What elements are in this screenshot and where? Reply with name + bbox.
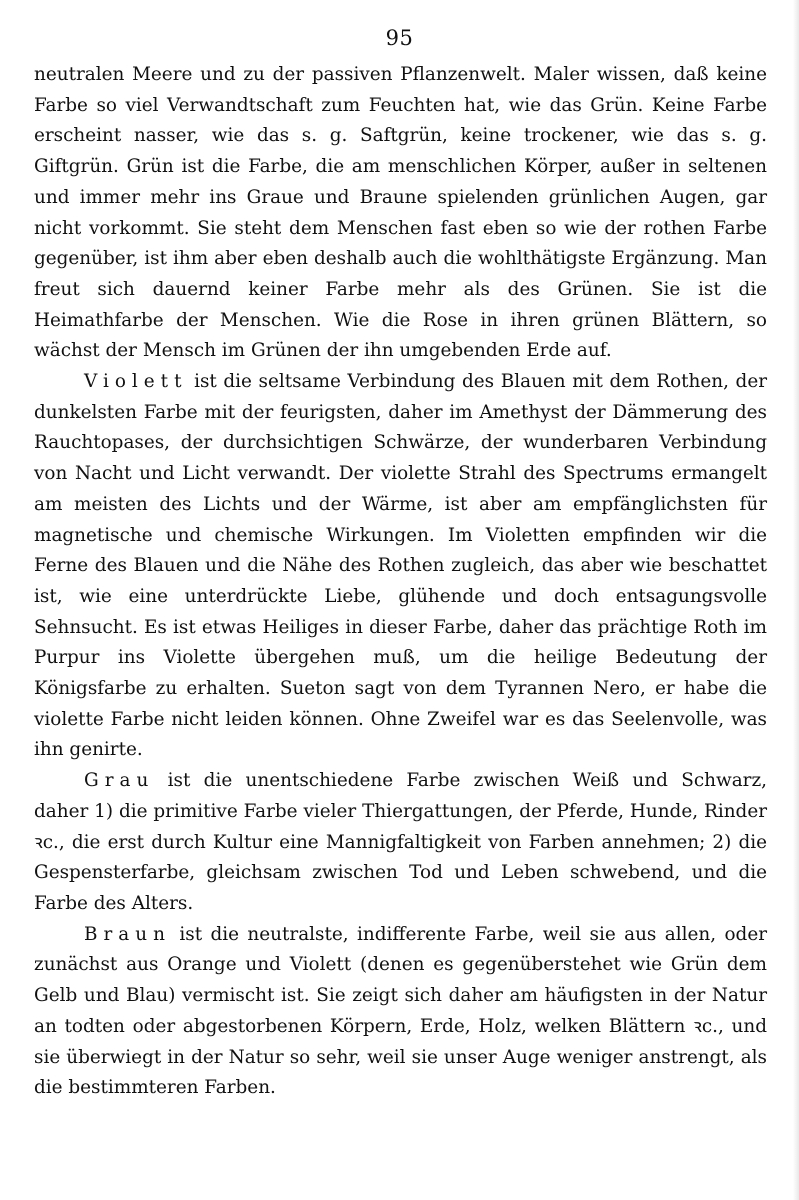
paragraph-lead-word: Grau (84, 770, 155, 792)
paragraph-grey (34, 766, 767, 920)
paragraph-brown (34, 920, 767, 1104)
paragraph-text: ist die unentschiedene Farbe zwischen Weiß und Schwarz, daher 1) die primitive Farbe vieler Thiergattungen, der Pferde, Hunde, Rinder ꝛc., die erst durch Kultur eine Mannigfaltigkeit von Farben annehmen; 2) die Gespensterfarbe, gleichsam zwischen Tod und Leben schwebend, und die Farbe des Alters. (34, 770, 767, 914)
paragraph-lead-word: Violett (84, 371, 188, 393)
paragraph-violet (34, 367, 767, 766)
paragraph-text: ist die seltsame Verbindung des Blauen mit dem Rothen, der dunkelsten Farbe mit der feurigsten, daher im Amethyst der Dämmerung des Rauchtopases, der durchsichtigen Schwärze, der wunderbaren Verbindung von Nacht und Licht verwandt. Der violette Strahl des Spectrums ermangelt am meisten des Lichts und der Wärme, ist aber am empfänglichsten für magnetische und chemische Wirkungen. Im Violetten empfinden wir die Ferne des Blauen und die Nähe des Rothen zugleich, das aber wie beschattet ist, wie eine unterdrückte Liebe, glühende und doch entsagungsvolle Sehnsucht. Es ist etwas Heiliges in dieser Farbe, daher das prächtige Roth im Purpur ins Violette übergehen muß, um die heilige Bedeutung der Königsfarbe zu erhalten. Sueton sagt von dem Tyrannen Nero, er habe die violette Farbe nicht leiden können. Ohne Zweifel war es das Seelenvolle, was ihn genirte. (34, 371, 767, 761)
paragraph-text: ist die neutralste, indifferente Farbe, weil sie aus allen, oder zunächst aus Orange und Violett (denen es gegenüberstehet wie Grün dem Gelb und Blau) vermischt ist. Sie zeigt sich daher am häufigsten in der Natur an todten oder abgestorbenen Körpern, Erde, Holz, welken Blättern ꝛc., und sie überwiegt in der Natur so sehr, weil sie unser Auge weniger anstrengt, als die bestimmteren Farben. (34, 923, 767, 1099)
page-edge-shadow (793, 0, 799, 1200)
page-body (34, 60, 767, 1104)
paragraph-lead-word: Braun (84, 923, 171, 945)
page-number: 95 (385, 26, 414, 50)
paragraph-green-continued (34, 60, 767, 367)
paragraph-text: neutralen Meere und zu der passiven Pflanzenwelt. Maler wissen, daß keine Farbe so viel Verwandtschaft zum Feuchten hat, wie das Grün. Keine Farbe erscheint nasser, wie das s. g. Saftgrün, keine trockener, wie das s. g. Giftgrün. Grün ist die Farbe, die am menschlichen Körper, außer in seltenen und immer mehr ins Graue und Braune spielenden grünlichen Augen, gar nicht vorkommt. Sie steht dem Menschen fast eben so wie der rothen Farbe gegenüber, ist ihm aber eben deshalb auch die wohlthätigste Ergänzung. Man freut sich dauernd keiner Farbe mehr als des Grünen. Sie ist die Heimathfarbe der Menschen. Wie die Rose in ihren grünen Blättern, so wächst der Mensch im Grünen der ihn umgebenden Erde auf. (34, 64, 767, 362)
